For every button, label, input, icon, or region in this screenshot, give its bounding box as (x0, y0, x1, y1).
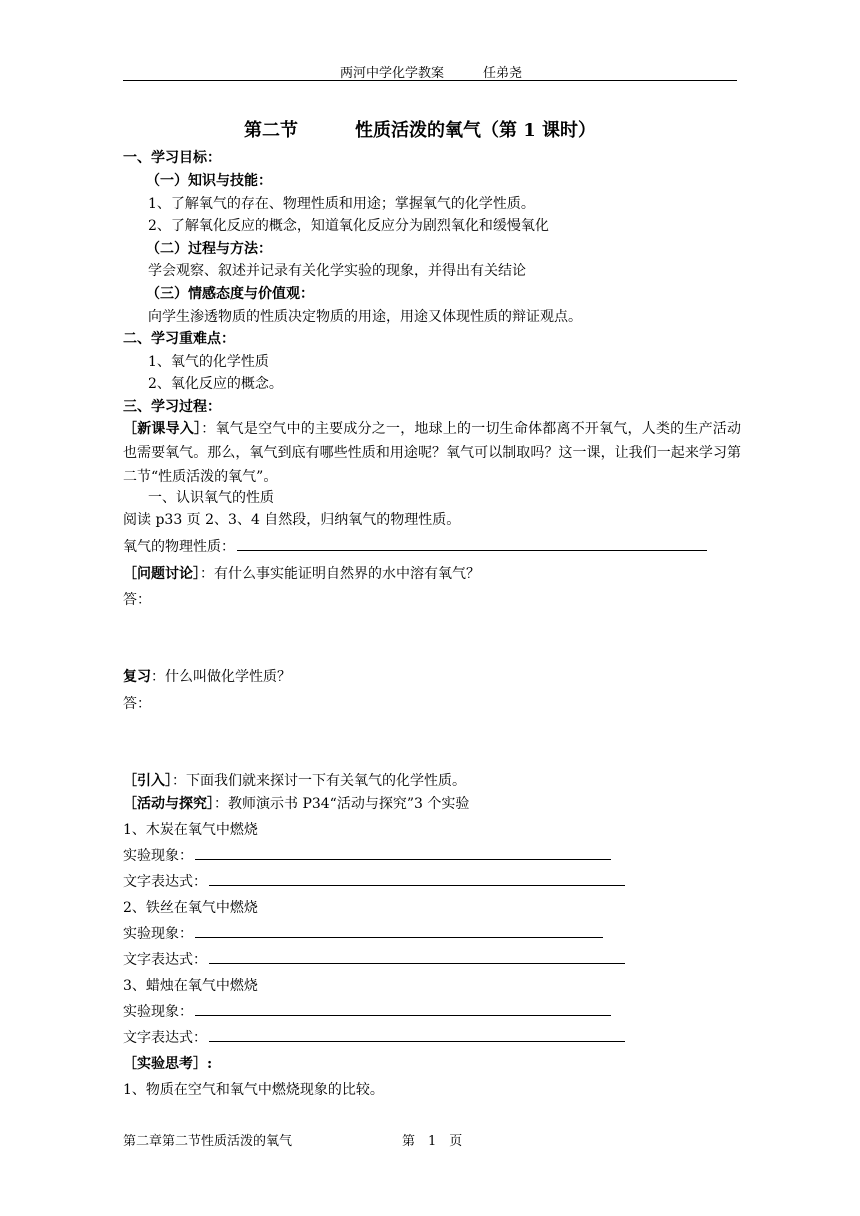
header-author: 任弟尧 (483, 66, 523, 81)
knowledge-item-1: 1、了解氧气的存在、物理性质和用途；掌握氧气的化学性质。 (148, 196, 535, 212)
discussion-text: ：有什么事实能证明自然界的水中溶有氧气？ (200, 566, 480, 582)
key-points-heading: 二、学习重难点： (123, 331, 235, 347)
footer-page-number: 第 1 页 (402, 1134, 463, 1149)
experiment-3-phenomenon-line (123, 1000, 611, 1024)
footer-chapter: 第二章第二节性质活泼的氧气 (123, 1134, 293, 1149)
experiment-2-expression-line (123, 948, 625, 972)
intro-text: ：氧气是空气中的主要成分之一，地球上的一切生命体都离不开氧气，人类的生产活动也需要氧气。那么，氧气到底有哪些性质和用途呢？氧气可以制取吗？这一课，让我们一起来学习第二节“性质活泼的氧气”。 (123, 421, 742, 485)
header-school: 两河中学化学教案 (340, 66, 445, 81)
physical-properties-blank[interactable] (237, 536, 707, 551)
process-method-text: 学会观察、叙述并记录有关化学实验的现象，并得出有关结论 (148, 263, 526, 279)
header-rule (123, 80, 737, 81)
answer-label-1: 答： (123, 592, 151, 608)
thinking-label: ［实验思考］ (123, 1056, 207, 1072)
review-line (123, 665, 291, 689)
experiment-1-name: 1、木炭在氧气中燃烧 (123, 822, 258, 838)
intro-paragraph (123, 417, 741, 489)
experiment-3-expression-line (123, 1026, 625, 1050)
activity-text: ：教师演示书 P34“活动与探究”3 个实验 (214, 796, 470, 812)
experiment-1-phenomenon-line (123, 844, 611, 868)
experiment-1-expression-line (123, 870, 625, 894)
title-section: 第二节 (244, 120, 298, 141)
reading-instruction: 阅读 p33 页 2、3、4 自然段，归纳氧气的物理性质。 (123, 512, 461, 528)
review-text: ：什么叫做化学性质？ (151, 669, 291, 685)
phenomenon-blank[interactable] (195, 1001, 611, 1016)
expression-blank[interactable] (209, 871, 625, 886)
lead-line (123, 769, 466, 793)
lead-text: ：下面我们就来探讨一下有关氧气的化学性质。 (172, 773, 466, 789)
objectives-heading: 一、学习目标： (123, 150, 221, 166)
key-point-2: 2、氧化反应的概念。 (148, 376, 283, 392)
phenomenon-label: 实验现象： (123, 926, 193, 942)
thinking-colon: : (207, 1056, 213, 1072)
sub-heading: 一、认识氧气的性质 (148, 490, 274, 506)
key-point-1: 1、氧气的化学性质 (148, 354, 269, 370)
phenomenon-label: 实验现象： (123, 848, 193, 864)
thinking-item-1: 1、物质在空气和氧气中燃烧现象的比较。 (123, 1082, 384, 1098)
attitude-heading: （三）情感态度与价值观： (146, 286, 314, 302)
attitude-text: 向学生渗透物质的性质决定物质的用途，用途又体现性质的辩证观点。 (148, 309, 582, 325)
physical-properties-label: 氧气的物理性质： (123, 539, 235, 555)
knowledge-heading: （一）知识与技能： (146, 173, 272, 189)
answer-label-2: 答： (123, 696, 151, 712)
activity-label: ［活动与探究］ (123, 796, 214, 812)
process-method-heading: （二）过程与方法： (146, 241, 272, 257)
process-heading: 三、学习过程： (123, 399, 221, 415)
expression-blank[interactable] (209, 949, 625, 964)
expression-blank[interactable] (209, 1027, 625, 1042)
review-label: 复习 (123, 669, 151, 685)
experiment-2-name: 2、铁丝在氧气中燃烧 (123, 900, 258, 916)
page-title: 性质活泼的氧气（第 1 课时） (355, 120, 597, 141)
experiment-3-name: 3、蜡烛在氧气中燃烧 (123, 978, 258, 994)
discussion-label: ［问题讨论］ (123, 566, 200, 582)
phenomenon-label: 实验现象： (123, 1004, 193, 1020)
discussion-line (123, 562, 480, 586)
expression-label: 文字表达式： (123, 952, 207, 968)
experiment-2-phenomenon-line (123, 922, 603, 946)
expression-label: 文字表达式： (123, 874, 207, 890)
knowledge-item-2: 2、了解氧化反应的概念，知道氧化反应分为剧烈氧化和缓慢氧化 (148, 218, 549, 234)
lead-label: ［引入］ (123, 773, 172, 789)
phenomenon-blank[interactable] (195, 923, 603, 938)
phenomenon-blank[interactable] (195, 845, 611, 860)
expression-label: 文字表达式： (123, 1030, 207, 1046)
thinking-line (123, 1052, 212, 1076)
intro-label: ［新课导入］ (123, 421, 202, 437)
physical-properties-line (123, 535, 707, 559)
activity-line (123, 792, 469, 816)
